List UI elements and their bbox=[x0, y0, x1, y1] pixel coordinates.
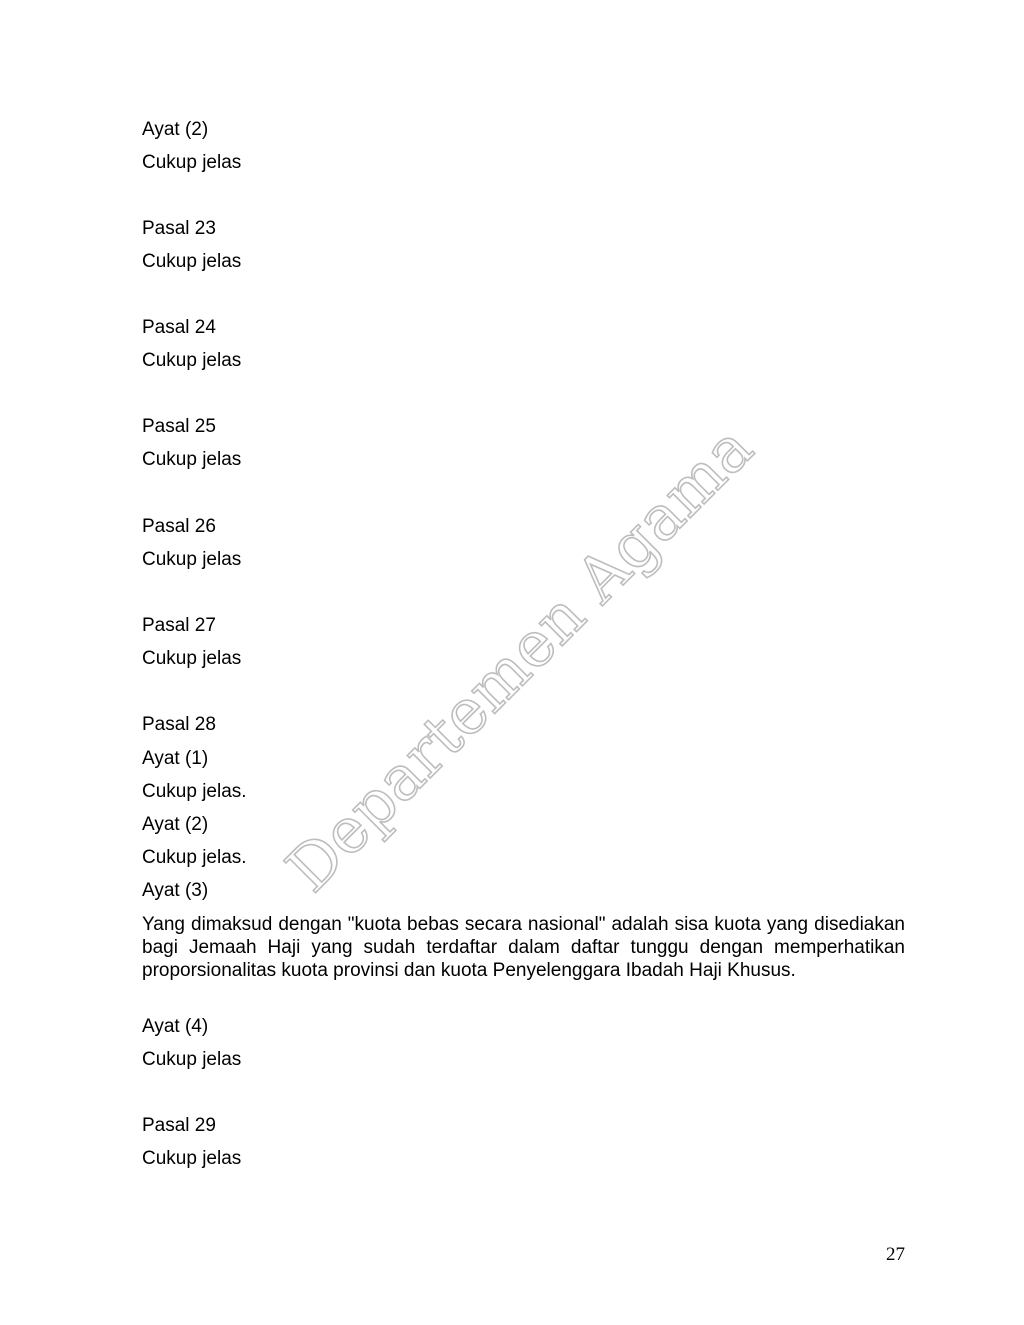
ayat-text: Cukup jelas bbox=[142, 152, 242, 173]
pasal-text: Cukup jelas bbox=[142, 648, 242, 669]
watermark-text: Departemen Agama bbox=[272, 411, 767, 906]
pasal-heading: Pasal 26 bbox=[142, 516, 216, 537]
ayat-text: Cukup jelas bbox=[142, 1049, 242, 1070]
pasal-heading: Pasal 27 bbox=[142, 615, 216, 636]
pasal-text: Cukup jelas bbox=[142, 449, 242, 470]
page-number: 27 bbox=[886, 1244, 905, 1265]
pasal-text: Cukup jelas bbox=[142, 350, 242, 371]
ayat-heading: Ayat (1) bbox=[142, 748, 209, 769]
pasal-text: Cukup jelas bbox=[142, 1148, 242, 1169]
ayat-heading: Ayat (3) bbox=[142, 880, 209, 901]
pasal-text: Cukup jelas bbox=[142, 549, 242, 570]
ayat-heading: Ayat (4) bbox=[142, 1016, 209, 1037]
explanation-paragraph: Yang dimaksud dengan "kuota bebas secara nasional" adalah sisa kuota yang disediakan bagi Jemaah Haji yang sudah terdaftar dalam daftar tunggu dengan memperhatikan proporsionalitas kuota provinsi dan kuota Penyelenggara Ibadah Haji Khusus. bbox=[142, 914, 905, 981]
pasal-heading: Pasal 24 bbox=[142, 317, 216, 338]
pasal-heading: Pasal 28 bbox=[142, 714, 216, 735]
ayat-text: Cukup jelas. bbox=[142, 781, 247, 802]
pasal-heading: Pasal 25 bbox=[142, 416, 216, 437]
ayat-heading: Ayat (2) bbox=[142, 119, 209, 140]
pasal-heading: Pasal 29 bbox=[142, 1115, 216, 1136]
ayat-text: Cukup jelas. bbox=[142, 847, 247, 868]
watermark bbox=[272, 411, 767, 906]
pasal-text: Cukup jelas bbox=[142, 251, 242, 272]
ayat-heading: Ayat (2) bbox=[142, 814, 209, 835]
pasal-heading: Pasal 23 bbox=[142, 218, 216, 239]
